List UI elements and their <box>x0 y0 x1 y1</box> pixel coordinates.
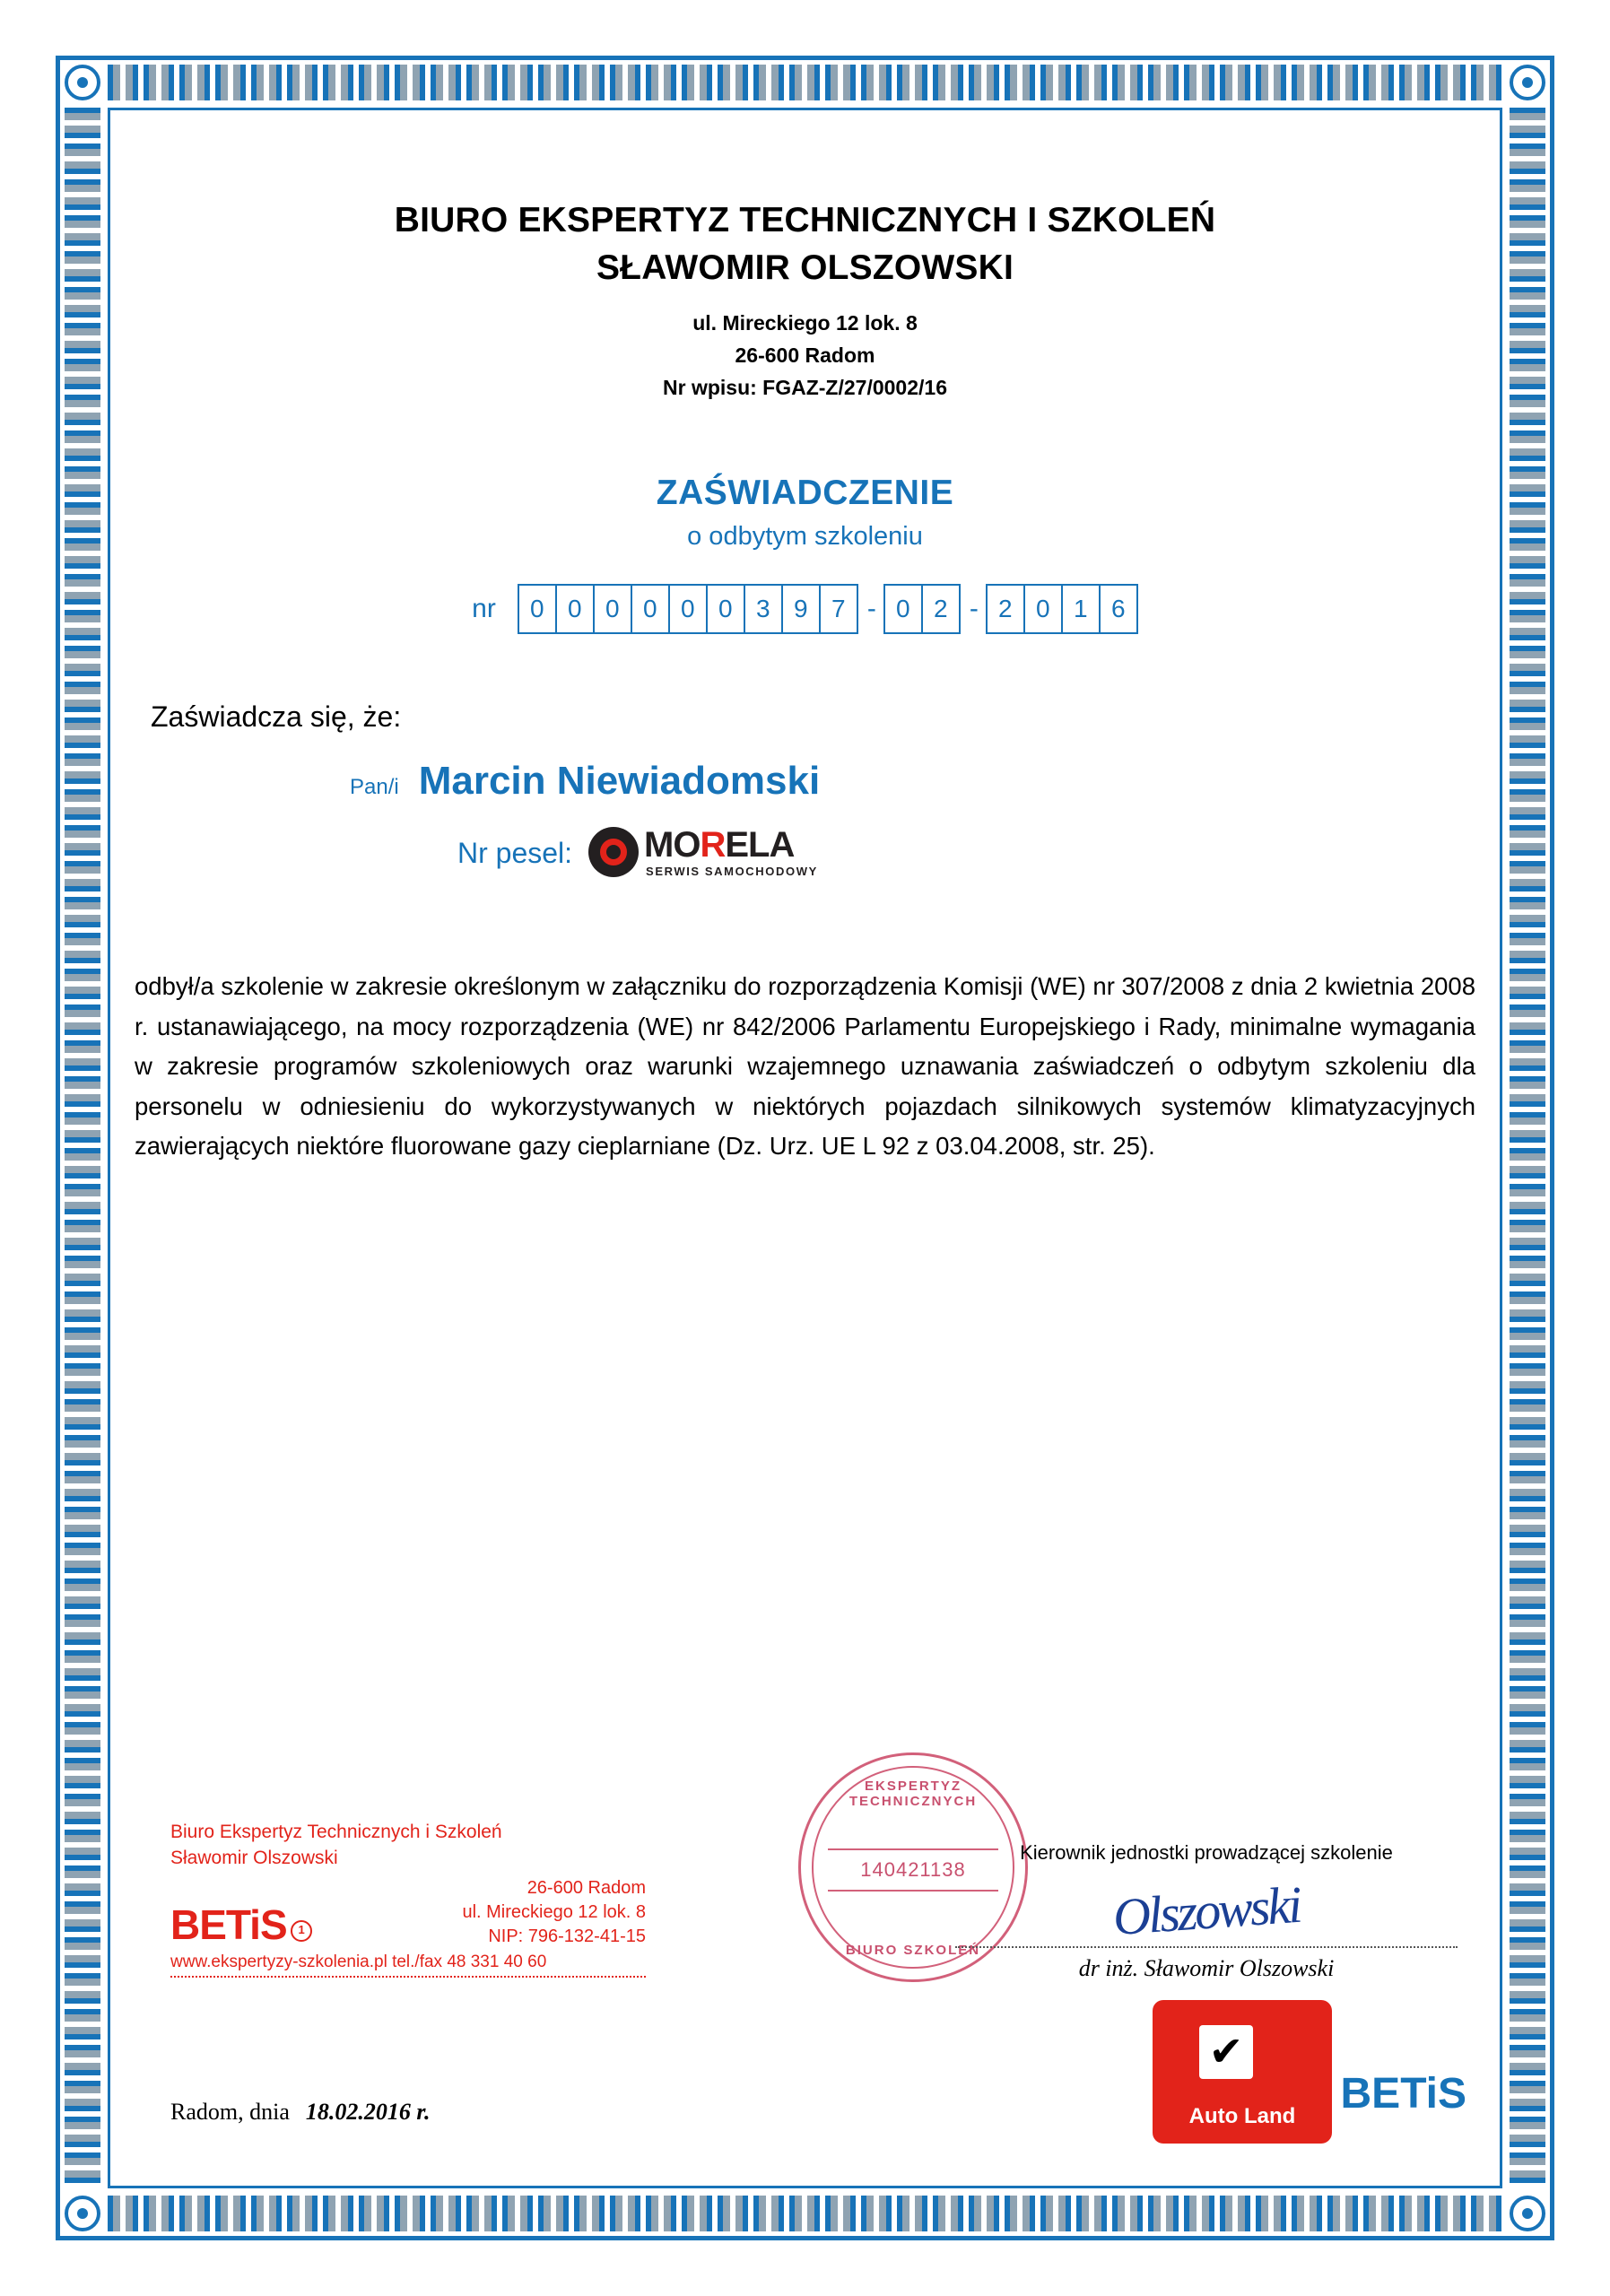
seal-number: 140421138 <box>828 1848 998 1892</box>
cert-digit-main-1: 0 <box>555 584 595 634</box>
organization-name-line2: SŁAWOMIR OLSZOWSKI <box>596 248 1014 287</box>
company-stamp-line1: Biuro Ekspertyz Technicznych i Szkoleń <box>170 1822 502 1843</box>
autoland-logo <box>1153 2000 1332 2144</box>
organization-city: 26-600 Radom <box>735 343 875 367</box>
registered-mark-icon: 1 <box>291 1920 312 1942</box>
betis-logo-text: BETiS <box>1340 2070 1466 2118</box>
cert-digit-main-2: 0 <box>593 584 632 634</box>
company-stamp <box>170 1820 646 1978</box>
certificate-title: ZAŚWIADCZENIE <box>656 474 954 513</box>
morela-logo-stamp <box>588 825 866 881</box>
signatory-name: dr inż. Sławomir Olszowski <box>955 1946 1458 1982</box>
company-stamp-line2: Sławomir Olszowski <box>170 1847 338 1868</box>
issue-date: 18.02.2016 r. <box>305 2099 431 2125</box>
border-chain-right <box>1510 108 1545 2188</box>
certificate-content <box>135 135 1475 2161</box>
check-icon: ✔ <box>1199 2025 1253 2079</box>
corner-ornament-bottom-right <box>1510 2196 1545 2231</box>
company-stamp-brand: BETiS 1 <box>170 1900 312 1949</box>
seal-arc-bottom: BIURO SZKOLEŃ <box>845 1943 981 1958</box>
organization-registry-number: Nr wpisu: FGAZ-Z/27/0002/16 <box>663 375 947 399</box>
handwritten-signature: Olszowski <box>1110 1874 1302 1947</box>
border-chain-left <box>65 108 100 2188</box>
company-stamp-contact: www.ekspertyzy-szkolenia.pl tel./fax 48 331 40 60 <box>170 1952 646 1978</box>
cert-digit-mid-0: 0 <box>883 584 923 634</box>
cert-digit-mid-1: 2 <box>921 584 961 634</box>
certificate-footer <box>135 1695 1475 2161</box>
pesel-label: Nr pesel: <box>457 836 573 869</box>
signature-block <box>955 1841 1458 1982</box>
issue-place-label: Radom, dnia <box>170 2099 290 2125</box>
cert-digit-year-2: 1 <box>1061 584 1101 634</box>
certificate-body-text: odbył/a szkolenie w zakresie określonym w załączniku do rozporządzenia Komisji (WE) nr 307/2008 z dnia 2 kwietnia 2008 r. ustanawiającego, na mocy rozporządzenia (WE) nr 842/2006 Parlamentu Europejskiego i Rady, minimalne wymagania w zakresie programów szkoleniowych oraz warunki wzajemnego uznawania zaświadczeń o odbytym szkoleniu dla personelu w odniesieniu do wykorzystywanych w niektórych pojazdach silnikowych systemów klimatyzacyjnych zawierających niektóre fluorowane gazy cieplarniane (Dz. Urz. UE L 92 z 03.04.2008, str. 25). <box>135 972 1475 1161</box>
cert-digit-main-6: 3 <box>744 584 783 634</box>
cert-digit-year-3: 6 <box>1099 584 1138 634</box>
issue-date-line <box>170 2099 431 2126</box>
cert-digit-main-8: 7 <box>819 584 858 634</box>
cert-digit-main-3: 0 <box>631 584 670 634</box>
cert-digit-year-0: 2 <box>986 584 1025 634</box>
certificate-number-separator-2: - <box>969 594 979 624</box>
border-chain-top <box>108 65 1502 100</box>
morela-wordmark: MORELA <box>644 825 795 865</box>
organization-street: ul. Mireckiego 12 lok. 8 <box>692 311 918 335</box>
cert-digit-main-0: 0 <box>518 584 557 634</box>
certificate-number-row <box>135 584 1475 634</box>
recipient-name: Marcin Niewiadomski <box>418 759 821 804</box>
corner-ornament-top-left <box>65 65 100 100</box>
company-stamp-nip: NIP: 796-132-41-15 <box>488 1926 646 1946</box>
cert-digit-year-1: 0 <box>1023 584 1063 634</box>
corner-ornament-top-right <box>1510 65 1545 100</box>
company-stamp-city: 26-600 Radom <box>527 1878 646 1898</box>
cert-digit-main-5: 0 <box>706 584 745 634</box>
certificate-number-year-boxes <box>988 584 1138 634</box>
brake-disc-icon <box>588 827 639 877</box>
recipient-honorific: Pan/i <box>350 775 399 800</box>
border-chain-bottom <box>108 2196 1502 2231</box>
certificate-number-mid-boxes <box>885 584 961 634</box>
recipient-row <box>350 759 1475 804</box>
cert-digit-main-4: 0 <box>668 584 708 634</box>
company-stamp-street: ul. Mireckiego 12 lok. 8 <box>462 1902 646 1922</box>
certificate-number-main-boxes <box>519 584 858 634</box>
corner-ornament-bottom-left <box>65 2196 100 2231</box>
attestation-label: Zaświadcza się, że: <box>151 700 402 734</box>
pesel-row <box>457 825 1475 881</box>
autoland-label: Auto Land <box>1188 2104 1296 2128</box>
organization-name-line1: BIURO EKSPERTYZ TECHNICZNYCH I SZKOLEŃ <box>394 201 1216 239</box>
certificate-subtitle: o odbytym szkoleniu <box>687 522 923 552</box>
organization-name <box>135 197 1475 291</box>
certificate-number-label: nr <box>472 594 496 624</box>
seal-arc-top: EKSPERTYZ TECHNICZNYCH <box>849 1779 978 1809</box>
certificate-number-separator-1: - <box>866 594 876 624</box>
cert-digit-main-7: 9 <box>781 584 821 634</box>
morela-tagline: SERWIS SAMOCHODOWY <box>646 865 818 879</box>
signature-header: Kierownik jednostki prowadzącej szkolenie <box>1020 1841 1393 1864</box>
organization-address <box>135 308 1475 404</box>
